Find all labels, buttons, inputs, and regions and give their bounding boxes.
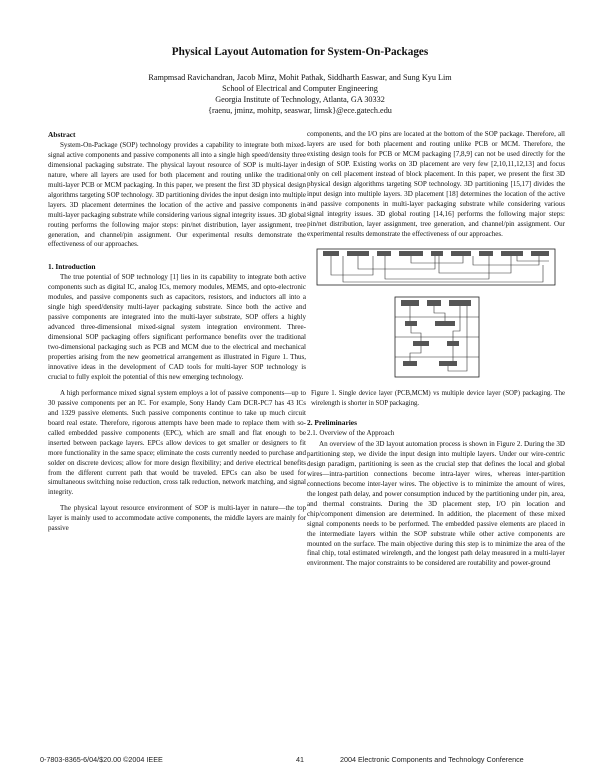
pcb-wire [385,256,489,279]
author-institute: Georgia Institute of Technology, Atlanta, GA 30332 [215,95,385,104]
sop-component [447,341,459,346]
sop-component [401,300,419,306]
pcb-components [323,251,549,256]
pcb-wire [439,256,511,273]
pcb-wire [358,256,435,269]
intro-paragraph-2: A high performance mixed signal system employs a lot of passive components—up to 30 passive components per an IC. For example, Sony Handy Cam DCR-PC7 has 43 ICs and 1329 passive elements. Such passive components continue to take up much circuit board real estate. Therefore, rigorous attempts have been made to replace them with so-called embedded passive components (EPC), which are small and flat enough to be inserted between package layers. EPCs allow devices to get smaller or designers to fit more functionality in the same space; eliminate the costs currently needed to purchase and solder on discrete devices; allow for more design flexibility; and derive electrical benefits from the different current path that would be traveled. EPCs can also be used for simultaneous switching noise reduction, cross talk reduction, network matching, and signal integrity. [48,388,306,497]
sop-stack [395,297,479,377]
sop-wire [411,326,421,341]
pcb-wire [411,256,463,263]
overview-subheading: 2.1. Overview of the Approach [307,429,395,438]
pcb-wire [517,256,549,261]
abstract-text: System-On-Package (SOP) technology provides a capability to integrate both mixed-signal active components and passive components all into a single high speed/density three dimensional packaging substrate. The physical layout resource of SOP is multi-layer in nature, where all layers are used for both placement and routing unlike the traditional multi-layer PCB or MCM packaging. In this paper, we present the first 3D physical design algorithms targeting SOP technology. 3D partitioning divides the input design into multiple layers. 3D placement determines the location of the active and passive components in multi-layer packaging substrate while considering various signal integrity issues. 3D global routing performs the following major steps: pin/net distribution, layer assignment, tree generation, and channel/pin assignment. Our experimental results demonstrate the effectiveness of our approaches. [48,140,306,249]
pcb-wire [473,256,539,265]
figure-1-diagram [313,245,559,383]
sop-component [439,361,457,366]
sop-component [413,341,429,346]
sop-wires [410,306,467,371]
sop-wire [434,306,445,321]
intro-paragraph-3: The physical layout resource environment of SOP is multi-layer in nature—the top layer is mainly used to accommodate active components, the middle layers are mainly for passive [48,504,306,533]
sop-component [435,321,455,326]
intro-heading: 1. Introduction [48,262,96,272]
pcb-component [377,251,391,256]
pcb-component [501,251,523,256]
footer-isbn: 0-7803-8365-6/04/$20.00 ©2004 IEEE [40,755,163,764]
footer-conference: 2004 Electronic Components and Technology Conference [340,755,524,764]
pcb-component [431,251,443,256]
sop-component [403,361,417,366]
author-names: Rampmsad Ravichandran, Jacob Minz, Mohit Pathak, Siddharth Easwar, and Sung Kyu Lim [148,73,452,82]
sop-component [405,321,417,326]
pcb-component [531,251,549,256]
author-emails: {raenu, jminz, mohitp, seaswar, limsk}@ece.gatech.edu [208,106,392,115]
sop-component [427,300,441,306]
pcb-component [451,251,471,256]
pcb-wire [331,256,373,275]
right-paragraph-1: components, and the I/O pins are located at the bottom of the SOP package. Therefore, all layers are used for both placement and routing unlike PCB or MCM. Therefore, the existing design tools for PCB or MCM packaging [7,8,9] can not be used directly for the design of SOP. Existing works on 3D placement are very few [2,10,11,12,13] and focus only on cell placement instead of block placement. In this paper, we present the first 3D physical design algorithms targeting SOP technology. 3D partitioning [15,17] divides the input design into multiple layers. 3D placement [18] determines the location of the active and passive components in multi-layer packaging substrate while considering various signal integrity issues. 3D global routing [14,16] performs the following major steps: pin/net distribution, layer assignment, tree generation, and channel/pin assignment. Our experimental results demonstrate the effectiveness of our approaches. [307,130,565,238]
left-column [48,130,306,540]
pcb-component [347,251,369,256]
author-school: School of Electrical and Computer Engineering [222,84,378,93]
pcb-component [399,251,423,256]
figure-1-caption: Figure 1. Single device layer (PCB,MCM) vs multiple device layer (SOP) packaging. The wirelength is shorter in SOP packaging. [311,390,565,407]
sop-component [449,300,471,306]
sop-wire [410,346,421,361]
overview-paragraph: An overview of the 3D layout automation process is shown in Figure 2. During the 3D partitioning step, we divide the input design into multiple layers. Under our wire-centric design paradigm, partitioning is seen as the crucial step that defines the local and global wires—intra-partition connections become intra-layer wires, whereas inter-partition connections become inter-layer wires. The objective is to minimize the amount of wires, the longest path delay, and power consumption induced by the partitioning under pin, area, and thermal constraints. During the 3D placement step, I/O pin location and chip/component dimension are determined. In addition, the placement of these mixed signal components needs to be performed. The embedded passive elements are placed in the intermediate layers within the SOP substrate while other active components are mounted on the surface. The main objective during this step is to minimize the area of the final chip, total estimated wirelength, and the longest path delay measured in a multi-layer environment. The major constraints to be considered are routability and power-ground [307,439,565,568]
author-block [0,72,600,116]
pcb-component [323,251,339,256]
footer-page-number: 41 [296,755,304,764]
pcb-component [479,251,493,256]
preliminaries-heading: 2. Preliminaries [307,418,357,428]
right-column [307,130,565,575]
figure-1 [313,245,559,383]
pcb-wires [331,256,549,282]
intro-paragraph-1: The true potential of SOP technology [1] lies in its capability to integrate both active components such as digital IC, analog ICs, memory modules, MEMS, and opto-electronic modules, and passive components such as capacitors, resistors, and inductors all into a single high speed/density multi-layer packaging substrate. Since both the active and passive components are integrated into the multi-layer substrate, SOP offers a highly advanced three-dimensional mixed-signal system integration environment. Three-dimensional SOP packaging offers significant performance benefits over the traditional two-dimensional packaging such as PCB and MCM due to the electrical and mechanical properties arising from the new geometrical arrangement as illustrated in Figure 1. Thus, innovative ideas in the development of CAD tools for multi-layer SOP technology is crucial to fully exploit the potential of this new emerging technology. [48,273,306,381]
abstract-heading: Abstract [48,130,76,139]
paper-title: Physical Layout Automation for System-On-Packages [171,46,429,58]
